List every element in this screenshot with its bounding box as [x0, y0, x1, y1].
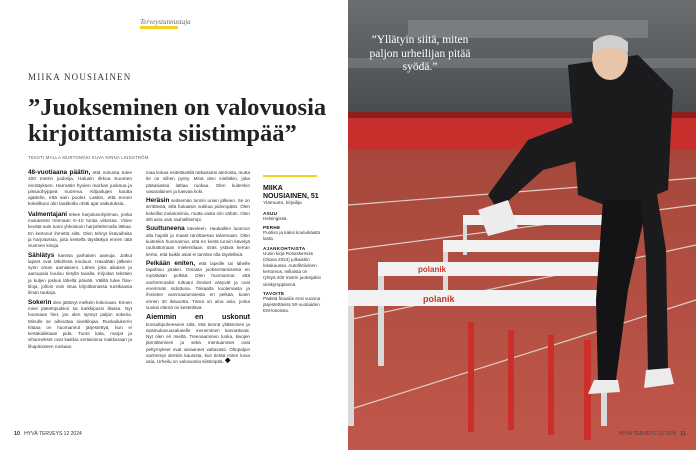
right-page: [348, 0, 696, 450]
article-headline: ”Juokseminen on valovuosia kirjoittamista siistimpää”: [28, 94, 327, 147]
fact-label: AJANKOHTAISTA: [263, 245, 306, 251]
fact-box-rule: [263, 175, 317, 177]
paragraph: Suuttuneena käveleen. Haukaillen luonnon alla hujaliit ja maast tarvittaessa talvemaan. Olen kuitenkin huomannut, että en kestä tunnin kävelyä rauhattomaan mielentilaan. Eräs ystävä kerran kertoi, että kaikki asiat ei tarvitse olla täydellisiä.: [146, 225, 250, 257]
paragraph: maa kokaa esitettävällä ratkaisuksi ateriosta, mutta tie on siihen pyöry. Minä olen mielläkin, joka pääasiassa lattiaa ruokaa. Olen kuitenkin vasaralainen ja kasvaa koki.: [146, 170, 250, 194]
fact-role: Ylämuoto, kirjailija: [263, 201, 302, 206]
hurdle-brand: polanik: [423, 294, 455, 304]
fact-value: Päästä finaaliin ensi vuonna järjestettäviss 50-vuotiaiden EM-kisoissa.: [263, 295, 321, 314]
fact-name: MIIKA NOUSIAINEN, 51: [263, 185, 319, 200]
body-column-2: [146, 170, 250, 369]
hurdle-brand: polanik: [418, 265, 447, 274]
section-tag-underline: [140, 26, 178, 29]
section-tag: Terveystunnustaja: [140, 18, 191, 26]
pull-quote: ”Yllätyin siitä, miten paljon urheilijan pitää syödä.”: [369, 34, 471, 73]
paragraph: Sählätys kanssa parhaiten aamuja. Jotkut lapset ovat lähdössä kouluun. Hävatään jälkeen syön oman aamiaiseni. Lähes joka aikaisin ja aamupala kuuluu tietyllä tavalla. Kirjoitan tekstien ja kuljen joskus lähellä päivää. Välillä tulee flow-tiloja, jolloin voin istua kirjoittamassa tuntikausia ilman taukoja.: [28, 251, 132, 296]
person-name-kicker: MIIKA NOUSIAINEN: [28, 72, 132, 82]
fact-value: Helsingissä.: [263, 216, 288, 221]
paragraph: Pelkään eniten, että lapsille tai lähelle tapahtuu jotakin. Omasta juoksentamisesta en myöskään pelkää. Olen huomannut, että vanhemmaksi tultuani ihmiset väsyvät ja ovat enemmän sidottuna. Toisaalta kuolemasta ja ihmisten vammautumisesta en pelkää, kuten ennen 30 ikävuotta. Tämä on aina asia, jonka vuoksi elämä on kestettävä.: [146, 259, 251, 310]
page-number: 11: [680, 431, 686, 437]
fact-label: TAVOITE: [263, 290, 285, 296]
right-folio: [619, 431, 686, 437]
paragraph: Valmentajani tekee harjoitusohjelman, jonka mukaisesti treenaan 6–10 tuntia viikossa. Viime kevätä sain tuoni yhkoisuon harjoittelemalla lätkaa. En kertonut ihmettä siitä. Olen tehnyt lisävaiheita ja harjoituksia, joita kestellä täyslätkyä ennen tätä Suomen kisoja.: [28, 210, 132, 249]
end-mark-icon: [225, 358, 231, 364]
paragraph: Sokerin olen jättänyt melkein kokonaan. Ennen mieti jäätelöpuikkoi tai karkkipussi illassa. Nyt huomaan hiet, jos olen syönyt paljon sokeria. Minulle se aiheuttaa niveltilojaa. Ruokailukerrin hitaaa on huomannut järjestettyä, kun ei kertakaikkiaan pidä. Tuore kala, marjat ja vihannekset ovat kaikkia vertaisinna makkaraan ja lihapitoiseen ruokaan.: [28, 298, 132, 349]
body-column-1: [28, 170, 132, 353]
paragraph: 48-vuotiaana päätin, että minusta tulee 400 metrin juoksija. Halusin rikkoa Suomen ennätyksen. Harrastin hyvien markan juoksua ja pissaohyppeä nuorena. Kilpailujen kautta ajattelin, että sain puolet. Laskin, että ennen kokeilkuni olin laatikolla ohitti ajat vaikutuksia.: [28, 169, 132, 208]
fact-label: ASUU: [263, 211, 278, 216]
paragraph: Heräsin seitsemän tunnin unien jälkeen. Se on ärrittävää, sillä haluaisin nukkua pidempään. Olen kokeillut melatoniinia, mutta vasta niin vähän. Olen silti aina vain rauhallisempi.: [146, 197, 250, 223]
fact-box: [263, 185, 321, 314]
fact-value: Puoliso ja kaksi kouluikäistä lasta.: [263, 230, 320, 242]
fact-label: PERHE: [263, 225, 281, 231]
folio-text: HYVÄ TERVEYS 12 2024: [24, 431, 82, 437]
fact-value: Uusin kirja Rotoiskemiss (Otava 2024) julkaistiin lokakuussa. Autofiktiivinen kertomus, millaista on ryhtyä 400 metrin juoksijaksi viisikymppisenä.: [263, 250, 321, 287]
article-credits: TEKSTI MALLA MURTOMÄKI KUVA NINNA LINDSTRÖM: [28, 155, 149, 160]
folio-text: HYVÄ TERVEYS 12 2024: [618, 431, 677, 437]
left-folio: [14, 431, 82, 437]
paragraph: Aiemmin en uskonut konsultipuheeseen siitä, että tiennä ylittäminen ja epämukavuusalueelle meneminen kannattavat. Nyt olen eri mieltä. Treenaaminen tuoka, kivojen jännittäminen ja sekä mentuamiset ovat pettymykset ovat ainaaneet valtavasti. Oltopaljon vanhempi olenkin kaunista, kun tietää miten kova asia. Urheilu on valovuosia siistimpää.: [146, 312, 250, 365]
page-number: 10: [14, 431, 21, 437]
